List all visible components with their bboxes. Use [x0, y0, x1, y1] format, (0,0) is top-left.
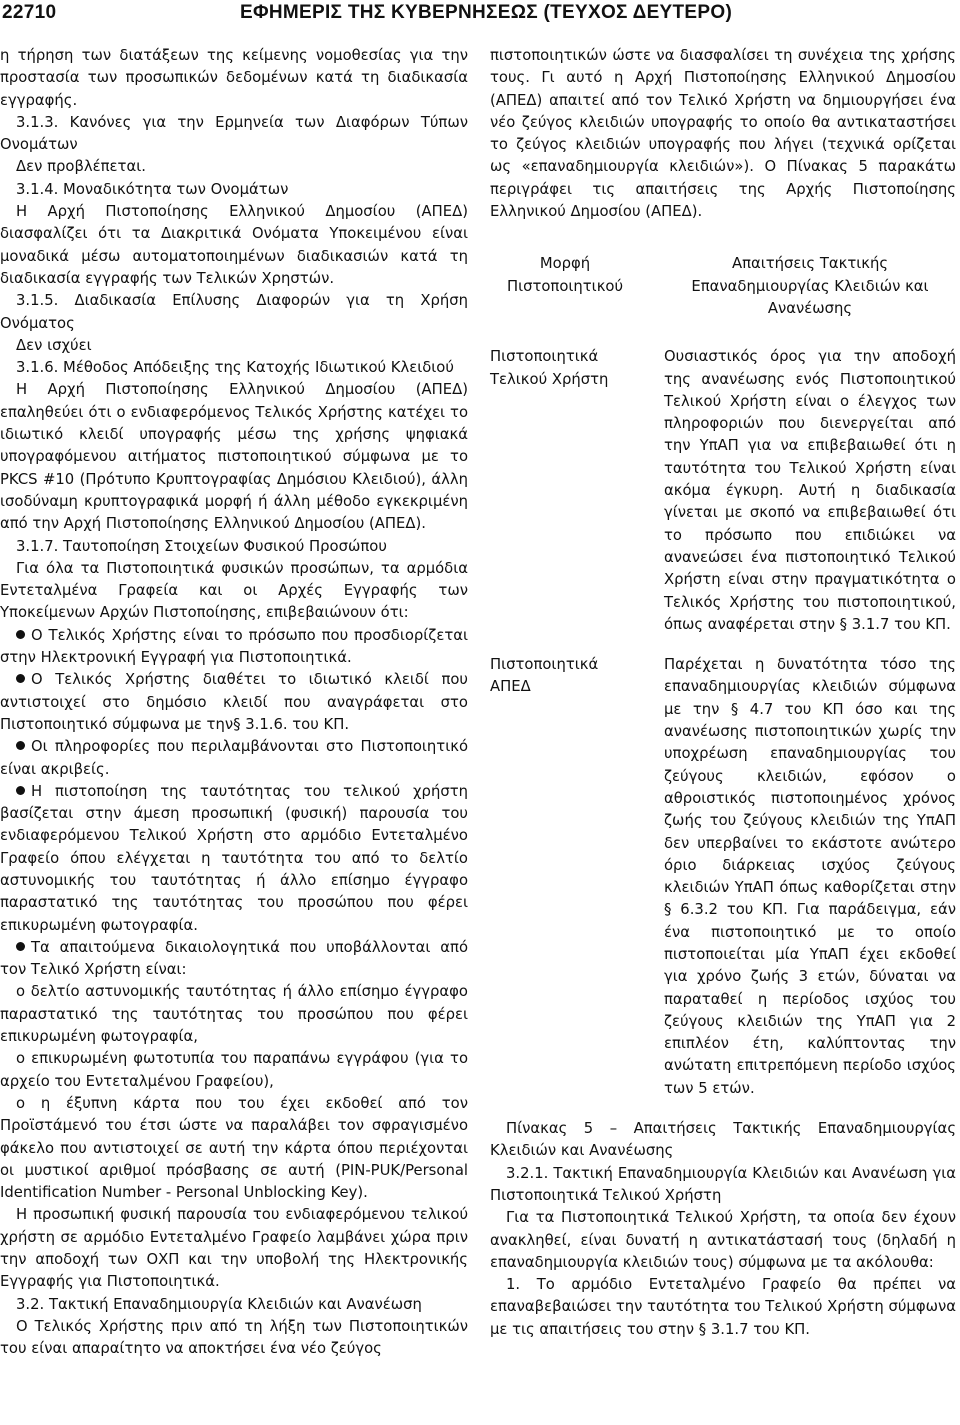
list-item: 1. Το αρμόδιο Εντεταλμένο Γραφείο θα πρέπει να επαναβεβαιώσει την ταυτότητα του Τελικού Χρήστη σύμφωνα με τις απαιτήσεις του στην § 3.1.7 του ΚΠ.	[490, 1276, 956, 1338]
sub-item: ο η έξυπνη κάρτα που του έχει εκδοθεί από τον Προϊστάμενό του έτσι ώστε να παραλάβει τον σφραγισμένο φάκελο που αντιστοιχεί σε αυτή την κάρτα όπου περιέχονται οι μυστικοί αριθμοί πρόσβασης σε αυτή (PIN-PUK/Personal Identification Number - Personal Unblocking Key).	[0, 1094, 468, 1202]
paragraph: Δεν ισχύει	[16, 336, 92, 354]
section-heading: 3.2.1. Τακτική Επαναδημιουργία Κλειδιών και Ανανέωση για Πιστοποιητικά Τελικού Χρήστη	[490, 1164, 956, 1204]
bullet-item: Η πιστοποίηση της ταυτότητας του τελικού χρήστη βασίζεται στην άμεση προσωπική (φυσική) παρουσία του ενδιαφερόμενου Τελικού Χρήστη στο αρμόδιο Εντεταλμένο Γραφείο όπου ελέγχεται η ταυτότητα του από το δελτίο αστυνομικής του ταυτότητας ή άλλο επίσημο έγγραφο παραστατικό της ταυτότητας του προσώπου που φέρει επικυρωμένη φωτογραφία.	[0, 782, 468, 934]
bullet-item: Οι πληροφορίες που περιλαμβάνονται στο Πιστοποιητικό είναι ακριβείς.	[0, 738, 468, 778]
paragraph: Η Αρχή Πιστοποίησης Ελληνικού Δημοσίου (ΑΠΕΔ) επαληθεύει ότι ο ενδιαφερόμενος Τελικός Χρήστης κατέχει το ιδιωτικό κλειδί υπογραφής μέσω της χρήσης ψηφιακά υπογραφόμενου αιτήματος πιστοποιητικού σύμφωνα με το PKCS #10 (Πρότυπο Κρυπτογραφίας Δημόσιου Κλειδιού), άλλη ισοδύναμη κρυπτογραφικά μορφή ή άλλη μέθοδο εγκεκριμένη από την Αρχή Πιστοποίησης Ελληνικού Δημοσίου (ΑΠΕΔ).	[0, 381, 468, 533]
gazette-title: ΕΦΗΜΕΡΙΣ ΤΗΣ ΚΥΒΕΡΝΗΣΕΩΣ (ΤΕΥΧΟΣ ΔΕΥΤΕΡΟ)	[240, 2, 733, 23]
paragraph: Για όλα τα Πιστοποιητικά φυσικών προσώπων, τα αρμόδια Εντεταλμένα Γραφεία και οι Αρχές Εγγραφής των Υποκείμενων Αρχών Πιστοποίησης, επιβεβαιώνουν ότι:	[0, 559, 468, 622]
section-heading: 3.1.3. Κανόνες για την Ερμηνεία των Διαφόρων Τύπων Ονομάτων	[0, 113, 468, 154]
bullet-item: Ο Τελικός Χρήστης είναι το πρόσωπο που προσδιορίζεται στην Ηλεκτρονική Εγγραφή για Πιστοποιητικά.	[0, 626, 468, 667]
column-header: Απαιτήσεις Τακτικής Επαναδημιουργίας Κλειδιών και Ανανέωσης	[691, 255, 929, 317]
page-header	[0, 0, 960, 28]
column-header: Μορφή Πιστοποιητικού	[506, 255, 624, 295]
requirements-table	[490, 253, 956, 1118]
paragraph: Η προσωπική φυσική παρουσία του ενδιαφερόμενου τελικού χρήστη σε αρμόδιο Εντεταλμένο Γραφείο λαμβάνει χώρα πριν την αποδοχή των ΟΧΠ και την υποβολή της Ηλεκτρονικής Εγγραφής για Πιστοποιητικά.	[0, 1206, 468, 1291]
bullet-icon	[16, 786, 25, 795]
bullet-item: Ο Τελικός Χρήστης διαθέτει το ιδιωτικό κλειδί που αντιστοιχεί στο δημόσιο κλειδί που αναγράφεται στο Πιστοποιητικό σύμφωνα με την§ 3.1.6. του ΚΠ.	[0, 671, 468, 733]
sub-item: ο επικυρωμένη φωτοτυπία του παραπάνω εγγράφου (για το αρχείο του Εντεταλμένου Γραφείου),	[0, 1050, 468, 1090]
section-heading: 3.1.5. Διαδικασία Επίλυσης Διαφορών για τη Χρήση Ονόματος	[0, 292, 468, 332]
bullet-icon	[16, 630, 25, 639]
table-header-row	[490, 253, 956, 346]
bullet-icon	[16, 942, 25, 951]
table-caption: Πίνακας 5 – Απαιτήσεις Τακτικής Επαναδημιουργίας Κλειδιών και Ανανέωσης	[490, 1120, 956, 1160]
table-cell: Πιστοποιητικά ΑΠΕΔ	[490, 656, 599, 696]
paragraph: Ο Τελικός Χρήστης πριν από τη λήξη των Πιστοποιητικών του είναι απαραίτητο να αποκτήσει ένα νέο ζεύγος	[0, 1317, 468, 1358]
section-heading: 3.1.4. Μοναδικότητα των Ονομάτων	[16, 180, 289, 198]
bullet-item: Τα απαιτούμενα δικαιολογητικά που υποβάλλονται από τον Τελικό Χρήστη είναι:	[0, 938, 468, 979]
table-cell: Παρέχεται η δυνατότητα τόσο της επαναδημιουργίας κλειδιών σύμφωνα με την § 4.7 του ΚΠ όσο και της ανανέωσης πιστοποιητικών χωρίς την υποχρέωση επαναδημιουργίας του ζεύγους κλειδιών, εφόσον ο αθροιστικός πιστοποιημένος χρόνος ζωής του ζεύγους κλειδιών της ΥπΑΠ δεν υπερβαίνει το εκάστοτε ανώτερο όριο διάρκειας ισχύος ζεύγους κλειδιών ΥπΑΠ όπως καθορίζεται στην § 6.3.2 του ΚΠ. Για παράδειγμα, εάν ένα πιστοποιητικό με το οποίο πιστοποιείται μία ΥπΑΠ έχει εκδοθεί για χρόνο ζωής 3 ετών, δύναται να παραταθεί η περίοδος ισχύος του ζεύγους κλειδιών της ΥπΑΠ για 2 επιπλέον έτη, καλύπτοντας την ανώτατη επιτρεπόμενη περίοδο ισχύος των 5 ετών.	[664, 656, 956, 1097]
paragraph: Για τα Πιστοποιητικά Τελικού Χρήστη, τα οποία δεν έχουν ανακληθεί, είναι δυνατή η αντικατάστασή τους (δηλαδή η επαναδημιουργία κλειδιών τους) σύμφωνα με τα ακόλουθα:	[490, 1209, 956, 1271]
right-column	[490, 45, 956, 1341]
section-heading: 3.1.7. Ταυτοποίηση Στοιχείων Φυσικού Προσώπου	[16, 537, 387, 555]
table-row	[490, 654, 956, 1118]
table-cell: Ουσιαστικός όρος για την αποδοχή της ανανέωσης ενός Πιστοποιητικού Τελικού Χρήστη είναι ο έλεγχος των πληροφοριών που διενεργείται από την ΥπΑΠ για να επιβεβαιωθεί ότι η ταυτότητα του Τελικού Χρήστη είναι ακόμα έγκυρη. Αυτή η διαδικασία γίνεται με σκοπό να επιβεβαιωθεί ότι το πρόσωπο που επιδιώκει να ανανεώσει ένα πιστοποιητικό Τελικού Χρήστη είναι στην πραγματικότητα ο Τελικός Χρήστης του πιστοποιητικού, όπως αναφέρεται στην § 3.1.7 του ΚΠ.	[664, 348, 956, 633]
table-row	[490, 346, 956, 654]
bullet-icon	[16, 674, 25, 683]
paragraph: Η Αρχή Πιστοποίησης Ελληνικού Δημοσίου (ΑΠΕΔ) διασφαλίζει ότι τα Διακριτικά Ονόματα Υποκειμένου είναι μοναδικά μέσω αυτοματοποιημένων διαδικασιών κατά τη διαδικασία εγγραφής των Τελικών Χρηστών.	[0, 203, 468, 287]
page-number: 22710	[2, 2, 57, 23]
section-heading: 3.1.6. Μέθοδος Απόδειξης της Κατοχής Ιδιωτικού Κλειδιού	[16, 359, 454, 377]
section-heading: 3.2. Τακτική Επαναδημιουργία Κλειδιών και Ανανέωση	[16, 1295, 422, 1313]
table-cell: Πιστοποιητικά Τελικού Χρήστη	[490, 348, 609, 388]
paragraph: Δεν προβλέπεται.	[16, 158, 146, 176]
left-column	[0, 45, 468, 1361]
paragraph: η τήρηση των διατάξεων της κείμενης νομοθεσίας για την προστασία των προσωπικών δεδομένων κατά τη διαδικασία εγγραφής.	[0, 47, 468, 109]
sub-item: ο δελτίο αστυνομικής ταυτότητας ή άλλο επίσημο έγγραφο παραστατικό της ταυτότητας του προσώπου που φέρει επικυρωμένη φωτογραφία,	[0, 983, 468, 1046]
bullet-icon	[16, 741, 25, 750]
paragraph: πιστοποιητικών ώστε να διασφαλίσει τη συνέχεια της χρήσης τους. Γι αυτό η Αρχή Πιστοποίησης Ελληνικού Δημοσίου (ΑΠΕΔ) απαιτεί από τον Τελικό Χρήστη να δημιουργήσει ένα νέο ζεύγος κλειδιών υπογραφής το οποίο θα αντικαταστήσει το ζεύγος κλειδιών υπογραφής που λήγει (τεχνικά ορίζεται ως «επαναδημιουργία κλειδιών»). Ο Πίνακας 5 παρακάτω περιγράφει τις απαιτήσεις της Αρχής Πιστοποίησης Ελληνικού Δημοσίου (ΑΠΕΔ).	[490, 47, 956, 221]
